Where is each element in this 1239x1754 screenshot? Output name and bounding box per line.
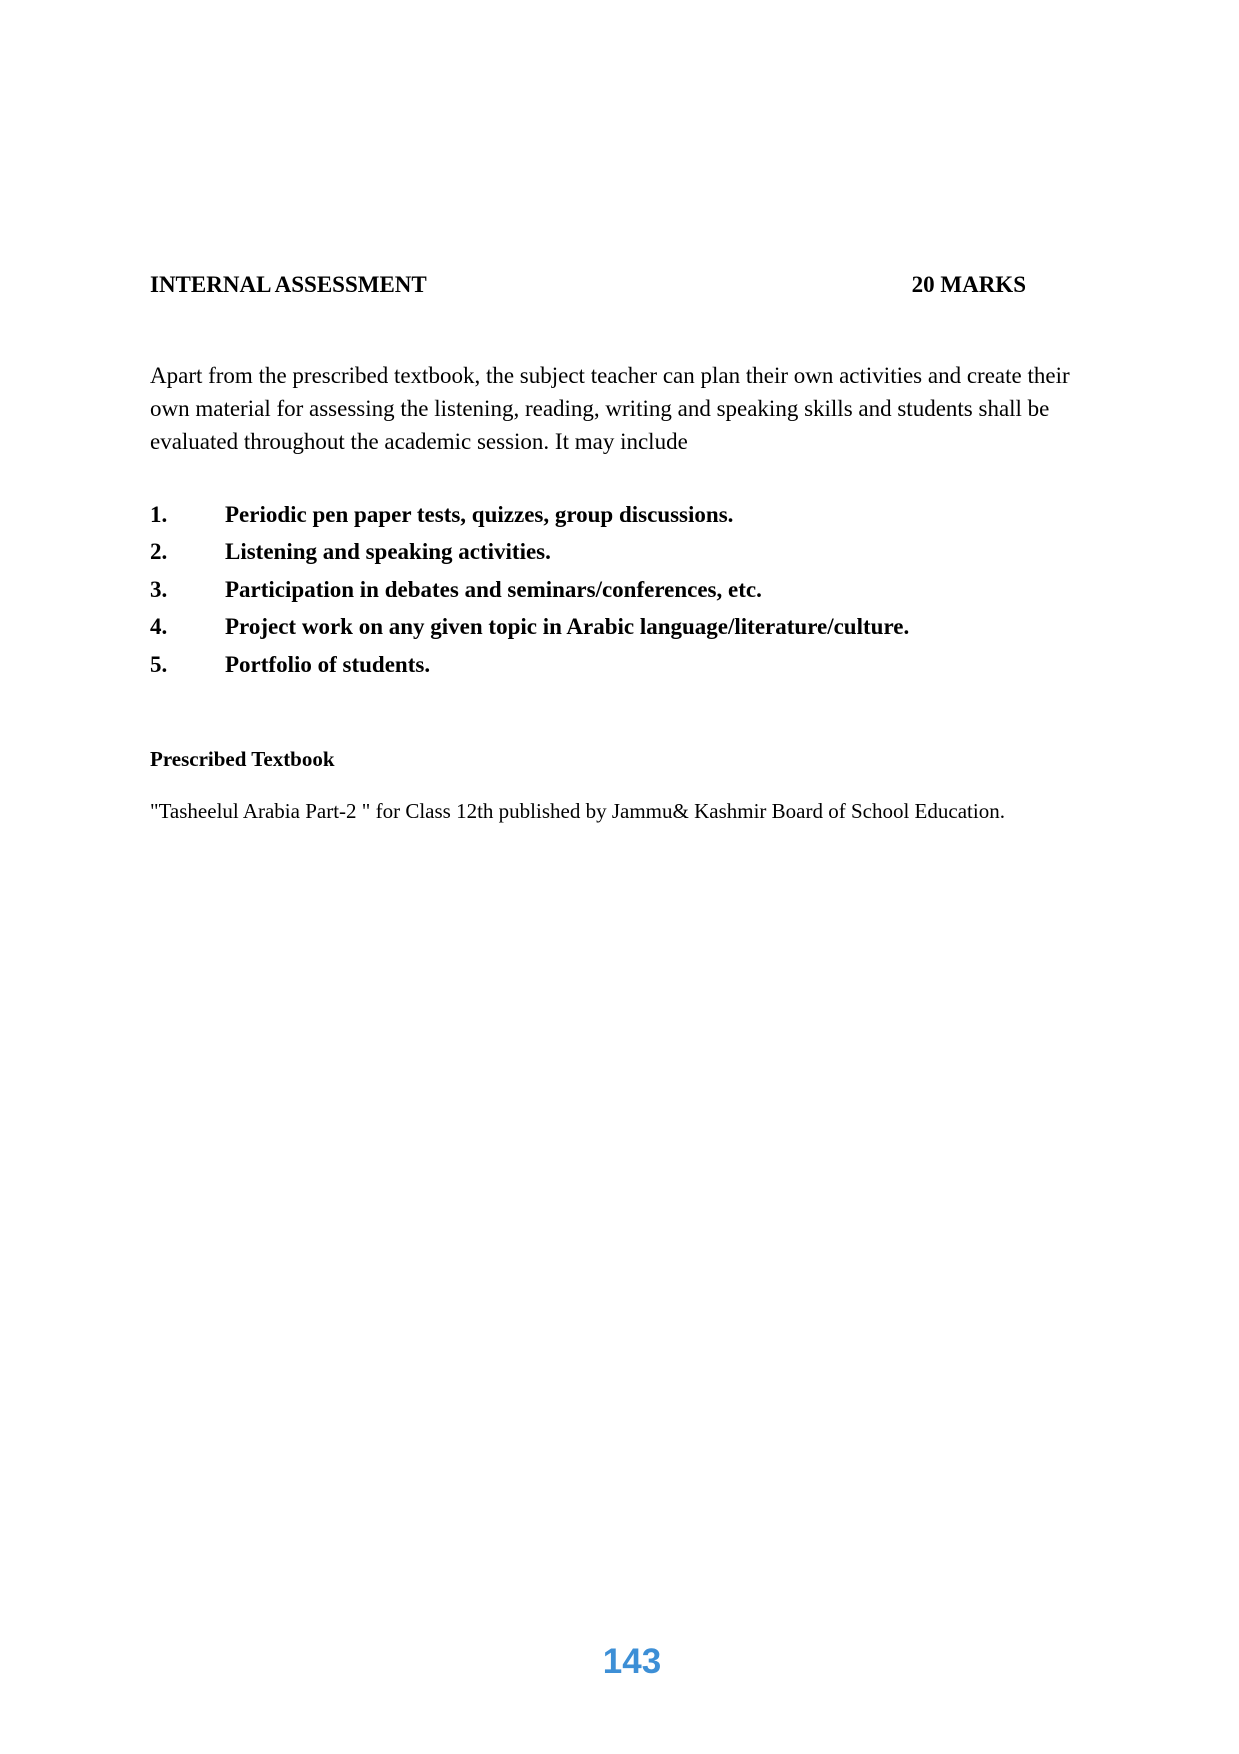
textbook-heading: Prescribed Textbook bbox=[150, 747, 335, 771]
list-item-text: Project work on any given topic in Arabic language/literature/culture. bbox=[225, 614, 910, 640]
intro-paragraph: Apart from the prescribed textbook, the subject teacher can plan their own activities and create their own material for assessing the listening, reading, writing and speaking skills and students shall be evaluated throughout the academic session. It may include bbox=[150, 363, 1070, 454]
list-item-text: Periodic pen paper tests, quizzes, group discussions. bbox=[225, 501, 734, 527]
section-marks: 20 MARKS bbox=[911, 272, 1026, 297]
section-heading bbox=[150, 270, 1026, 300]
list-item bbox=[150, 571, 909, 609]
list-item-number: 2. bbox=[150, 539, 168, 565]
list-item-text: Participation in debates and seminars/conferences, etc. bbox=[225, 576, 762, 602]
list-item bbox=[150, 534, 909, 572]
list-item-number: 3. bbox=[150, 576, 168, 602]
list-item bbox=[150, 609, 909, 647]
textbook-description: "Tasheelul Arabia Part-2 " for Class 12th published by Jammu& Kashmir Board of School Education. bbox=[150, 799, 1005, 823]
list-item-number: 1. bbox=[150, 501, 168, 527]
list-item-text: Listening and speaking activities. bbox=[225, 539, 551, 565]
list-item-number: 5. bbox=[150, 651, 168, 677]
assessment-list bbox=[150, 496, 909, 684]
section-title: INTERNAL ASSESSMENT bbox=[150, 272, 427, 297]
list-item-number: 4. bbox=[150, 614, 168, 640]
list-item bbox=[150, 646, 909, 684]
list-item bbox=[150, 496, 909, 534]
page-number: 143 bbox=[602, 1642, 662, 1681]
list-item-text: Portfolio of students. bbox=[225, 651, 431, 677]
